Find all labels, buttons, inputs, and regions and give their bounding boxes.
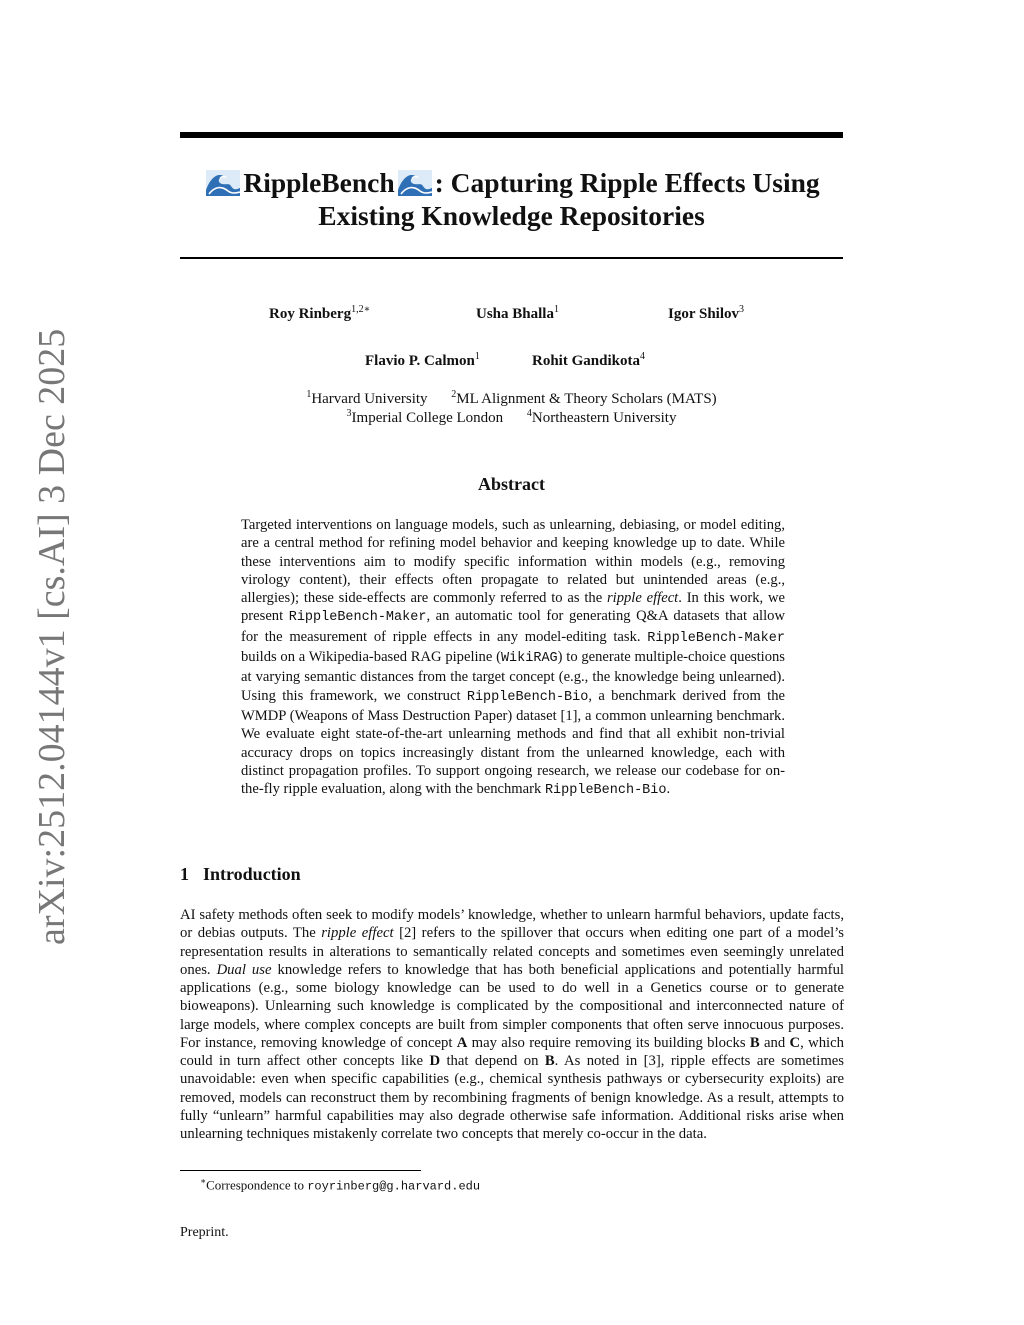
title-line-1 (180, 166, 843, 199)
author-affiliation-marker: 3 (739, 304, 744, 315)
author-affiliation-marker: 1 (553, 304, 559, 315)
intro-concept-label: A (456, 1034, 468, 1051)
author-name: Flavio P. Calmon (365, 353, 475, 369)
abstract-heading: Abstract (478, 474, 545, 494)
abstract-text: ) to generate multiple-choice questions at varying semantic distances from the target concept (e.g., the knowledge being unlearned). Using this framework, we construct (241, 649, 785, 704)
author-affiliation-marker: 1,2∗ (351, 304, 371, 315)
section-title: Introduction (203, 864, 301, 884)
affiliation-marker: 3 (346, 408, 352, 419)
author-name: Igor Shilov (668, 306, 739, 322)
correspondence-email-link[interactable]: royrinberg@g.harvard.edu (307, 1179, 481, 1194)
intro-emphasis: Dual use (216, 961, 272, 978)
section-number: 1 (180, 864, 189, 884)
author-affiliation-marker: 4 (639, 351, 645, 362)
affiliation-harvard (306, 391, 427, 407)
introduction-paragraph (180, 906, 844, 1143)
arxiv-identifier: arXiv:2512.04144v1 [cs.AI] 3 Dec 2025 (31, 328, 73, 945)
water-wave-icon (206, 170, 240, 196)
footnote-correspondence (200, 1176, 480, 1193)
footnote-marker: ∗ (200, 1176, 207, 1186)
intro-emphasis: ripple effect (321, 925, 394, 942)
preprint-label: Preprint. (180, 1225, 229, 1240)
affiliations-line-2 (180, 408, 843, 427)
title-colon: : (434, 167, 451, 198)
author-name: Rohit Gandikota (532, 353, 640, 369)
paper-title (180, 166, 843, 232)
intro-concept-label: B (749, 1034, 760, 1051)
title-name: RippleBench (243, 167, 395, 198)
affiliation-name: Imperial College London (351, 410, 504, 426)
abstract-text: . (666, 781, 671, 798)
affiliation-marker: 2 (451, 389, 457, 400)
abstract-text: builds on a Wikipedia-based RAG pipeline ( (241, 649, 501, 666)
footnote-rule (180, 1170, 421, 1171)
author-roy-rinberg (269, 304, 370, 323)
abstract-emphasis: ripple effect (606, 590, 679, 607)
intro-concept-label: C (789, 1034, 801, 1051)
intro-text: may also require removing its building blocks (467, 1034, 750, 1051)
title-line-2: Existing Knowledge Repositories (318, 200, 705, 231)
affiliation-name: Harvard University (311, 391, 428, 407)
author-usha-bhalla (476, 304, 559, 323)
abstract-code-term: RippleBench-Maker (288, 610, 427, 626)
abstract-text: , a benchmark derived from the WMDP (Weapons of Mass Destruction Paper) dataset [1], a common unlearning benchmark. We evaluate eight state-of-the-art unlearning methods and find that all exhibit non-trivial accuracy drops on topics increasingly distant from the unlearned knowledge, each with distinct propagation profiles. To support ongoing research, we release our codebase for on-the-fly ripple evaluation, along with the benchmark (241, 687, 785, 798)
abstract-code-term: RippleBench-Bio (466, 689, 589, 705)
intro-text: [2] refers to the spillover that occurs when editing one part of a model’s representation results in alterations to semantically related concepts and sometimes even seemingly unrelated ones. (180, 925, 844, 978)
intro-text: that depend on (440, 1053, 545, 1069)
abstract-text: , an automatic tool for generating Q&A datasets that allow for the measurement of ripple effects in any model-editing task. (241, 608, 785, 645)
intro-concept-label: D (429, 1053, 441, 1069)
abstract-code-term: WikiRAG (500, 651, 558, 667)
author-flavio-calmon (365, 351, 480, 370)
intro-text: , which could in turn affect other concepts like (180, 1034, 844, 1069)
title-rest: Capturing Ripple Effects Using (450, 167, 820, 198)
author-rohit-gandikota (532, 351, 645, 370)
title-top-rule (180, 132, 843, 138)
affiliation-name: Northeastern University (531, 410, 677, 426)
water-wave-icon (398, 170, 432, 196)
abstract-text: . In this work, we present (241, 590, 785, 625)
affiliation-marker: 4 (526, 408, 532, 419)
affiliation-name: ML Alignment & Theory Scholars (MATS) (456, 391, 717, 407)
intro-text: . As noted in [3], ripple effects are sometimes unavoidable: even when specific capabilities (e.g., chemical synthesis pathways or cybersecurity exploits) are removed, models can reconstruct them by recombining fragments of benign knowledge. As a result, attempts to fully “unlearn” harmful capabilities may also degrade otherwise safe information. Additional risks arise when unlearning techniques mistakenly correlate two concepts that merely co-occur in the data. (180, 1053, 844, 1142)
affiliation-imperial (347, 410, 504, 426)
abstract-code-term: RippleBench-Maker (647, 630, 785, 646)
intro-text: knowledge refers to knowledge that has both beneficial applications and potentially harmful applications (e.g., some biology knowledge can be used to do well in a Genetics course or to generate bioweapons). Unlearning such knowledge is complicated by the compositional and interconnected nature of large models, where complex concepts are built from simpler components that often serve innocuous purposes. For instance, removing knowledge of concept (180, 961, 844, 1051)
abstract-code-term: RippleBench-Bio (544, 783, 667, 799)
author-affiliation-marker: 1 (474, 351, 480, 362)
affiliation-marker: 1 (306, 389, 312, 400)
footnote-text: Correspondence to (206, 1177, 308, 1193)
author-igor-shilov (668, 304, 744, 323)
title-bottom-rule (180, 257, 843, 259)
intro-concept-label: B (544, 1053, 555, 1069)
abstract-body (241, 516, 785, 800)
author-name: Usha Bhalla (476, 306, 554, 322)
intro-text: and (759, 1034, 790, 1051)
section-heading-introduction (180, 864, 301, 885)
affiliation-northeastern (527, 410, 677, 426)
intro-text: AI safety methods often seek to modify models’ knowledge, whether to unlearn harmful behaviors, update facts, or debias outputs. The (180, 907, 844, 942)
abstract-text: Targeted interventions on language models, such as unlearning, debiasing, or model editing, are a central method for refining model behavior and keeping knowledge up to date. While these interventions aim to modify specific information within models (e.g., removing virology content), their effects often propagate to related but unintended areas (e.g., allergies); these side-effects are commonly referred to as the (241, 517, 785, 607)
affiliations-line-1 (180, 389, 843, 408)
affiliation-mats (451, 391, 716, 407)
author-name: Roy Rinberg (269, 306, 352, 322)
